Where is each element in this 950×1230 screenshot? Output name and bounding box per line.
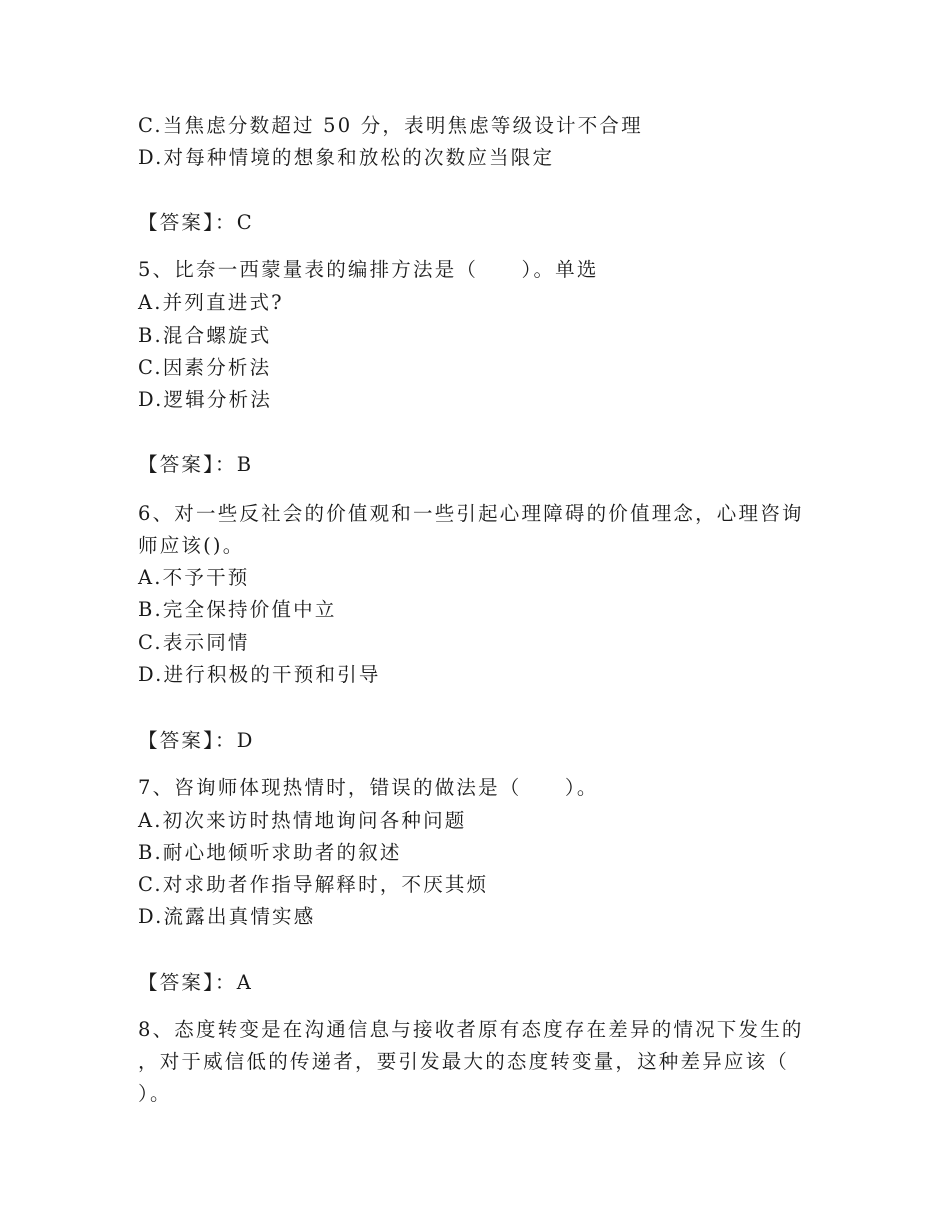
- q5-option-b: B.混合螺旋式: [138, 324, 272, 347]
- q5-answer: 【答案】：B: [138, 453, 254, 476]
- q8-question-line2: ，对于威信低的传递者，要引发最大的态度转变量，这种差异应该（: [138, 1050, 790, 1073]
- q5-option-c: C.因素分析法: [138, 356, 272, 379]
- q5-question: 5、比奈一西蒙量表的编排方法是（ ）。单选: [138, 258, 599, 281]
- q6-option-a: A.不予干预: [138, 566, 250, 589]
- q6-question-line2: 师应该()。: [138, 534, 245, 557]
- q4-answer: 【答案】：C: [138, 211, 254, 234]
- q7-question: 7、咨询师体现热情时，错误的做法是（ ）。: [138, 776, 599, 799]
- q6-option-b: B.完全保持价值中立: [138, 598, 337, 621]
- q7-option-b: B.耐心地倾听求助者的叙述: [138, 841, 402, 864]
- q8-question-line1: 8、态度转变是在沟通信息与接收者原有态度存在差异的情况下发生的: [138, 1018, 804, 1041]
- q8-question-line3: ）。: [138, 1082, 172, 1105]
- q6-question-line1: 6、对一些反社会的价值观和一些引起心理障碍的价值理念，心理咨询: [138, 502, 804, 525]
- q5-option-d: D.逻辑分析法: [138, 388, 273, 411]
- q6-option-c: C.表示同情: [138, 631, 250, 654]
- q7-option-c: C.对求助者作指导解释时，不厌其烦: [138, 873, 489, 896]
- q7-answer: 【答案】：A: [138, 971, 254, 994]
- q6-option-d: D.进行积极的干预和引导: [138, 663, 381, 686]
- q4-option-c: C.当焦虑分数超过 50 分，表明焦虑等级设计不合理: [138, 114, 643, 137]
- q7-option-a: A.初次来访时热情地询问各种问题: [138, 809, 467, 832]
- q7-option-d: D.流露出真情实感: [138, 905, 316, 928]
- q5-option-a: A.并列直进式?: [138, 291, 284, 314]
- q4-option-d: D.对每种情境的想象和放松的次数应当限定: [138, 146, 555, 169]
- q6-answer: 【答案】：D: [138, 729, 255, 752]
